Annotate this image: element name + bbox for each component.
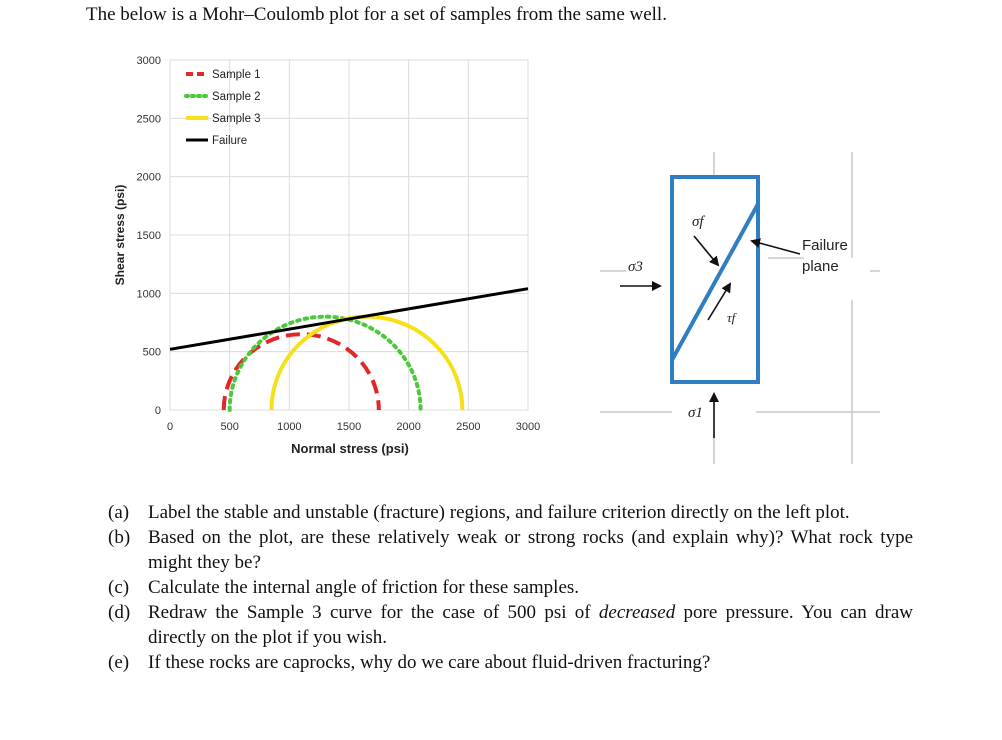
- background-crosshair-lines: [600, 152, 880, 464]
- y-tick-label: 1500: [136, 230, 161, 242]
- question-a: (a) Label the stable and unstable (fracture) regions, and failure criterion directly on the left plot.: [108, 502, 850, 523]
- x-axis-label: Normal stress (psi): [291, 441, 409, 456]
- question-d: (d) Redraw the Sample 3 curve for the case of 500 psi of decreased pore pressure. You can draw directly on the plot if you wish.: [108, 602, 914, 648]
- intro-text: The below is a Mohr–Coulomb plot for a set of samples from the same well.: [86, 4, 667, 25]
- y-tick-label: 0: [154, 405, 161, 417]
- x-tick-label: 2000: [396, 421, 421, 433]
- legend-label: Sample 2: [212, 91, 261, 103]
- x-tick-label: 500: [220, 421, 239, 433]
- failure-plane-line: [672, 204, 758, 360]
- y-tick-label: 1000: [136, 288, 161, 301]
- x-tick-label: 1000: [277, 421, 302, 433]
- mohr-coulomb-chart: [0, 0, 560, 480]
- y-tick-label: 500: [142, 346, 161, 359]
- x-tick-label: 2500: [456, 421, 481, 433]
- sigmaf-arrow: [694, 236, 718, 265]
- x-tick-label: 0: [166, 421, 174, 433]
- y-tick-label: 3000: [136, 55, 161, 67]
- failure-plane-diagram: [580, 140, 910, 470]
- question-e: (e) If these rocks are caprocks, why do we care about fluid-driven fracturing?: [108, 652, 711, 673]
- x-tick-label: 1500: [336, 421, 362, 433]
- failure-plane-label-line2: plane: [802, 258, 839, 275]
- y-tick-label: 2000: [136, 171, 161, 184]
- legend-label: Failure: [212, 135, 248, 147]
- sigma-3-label: σ3: [628, 259, 643, 275]
- question-c: (c) Calculate the internal angle of friction for these samples.: [108, 577, 580, 598]
- question-list: [108, 500, 913, 675]
- sigma-1-label: σ1: [688, 405, 703, 421]
- legend-label: Sample 1: [212, 69, 261, 81]
- legend-label: Sample 3: [212, 113, 261, 125]
- y-tick-label: 2500: [136, 113, 161, 126]
- tau-f-label: τf: [727, 310, 736, 325]
- question-b: (b) Based on the plot, are these relatively weak or strong rocks (and explain why)? What rock type might they be?: [108, 527, 913, 573]
- y-axis-label: Shear stress (psi): [113, 184, 127, 286]
- x-tick-label: 3000: [515, 421, 541, 433]
- failure-plane-label-line1: Failure: [802, 237, 848, 254]
- sigma-f-label: σf: [692, 214, 704, 230]
